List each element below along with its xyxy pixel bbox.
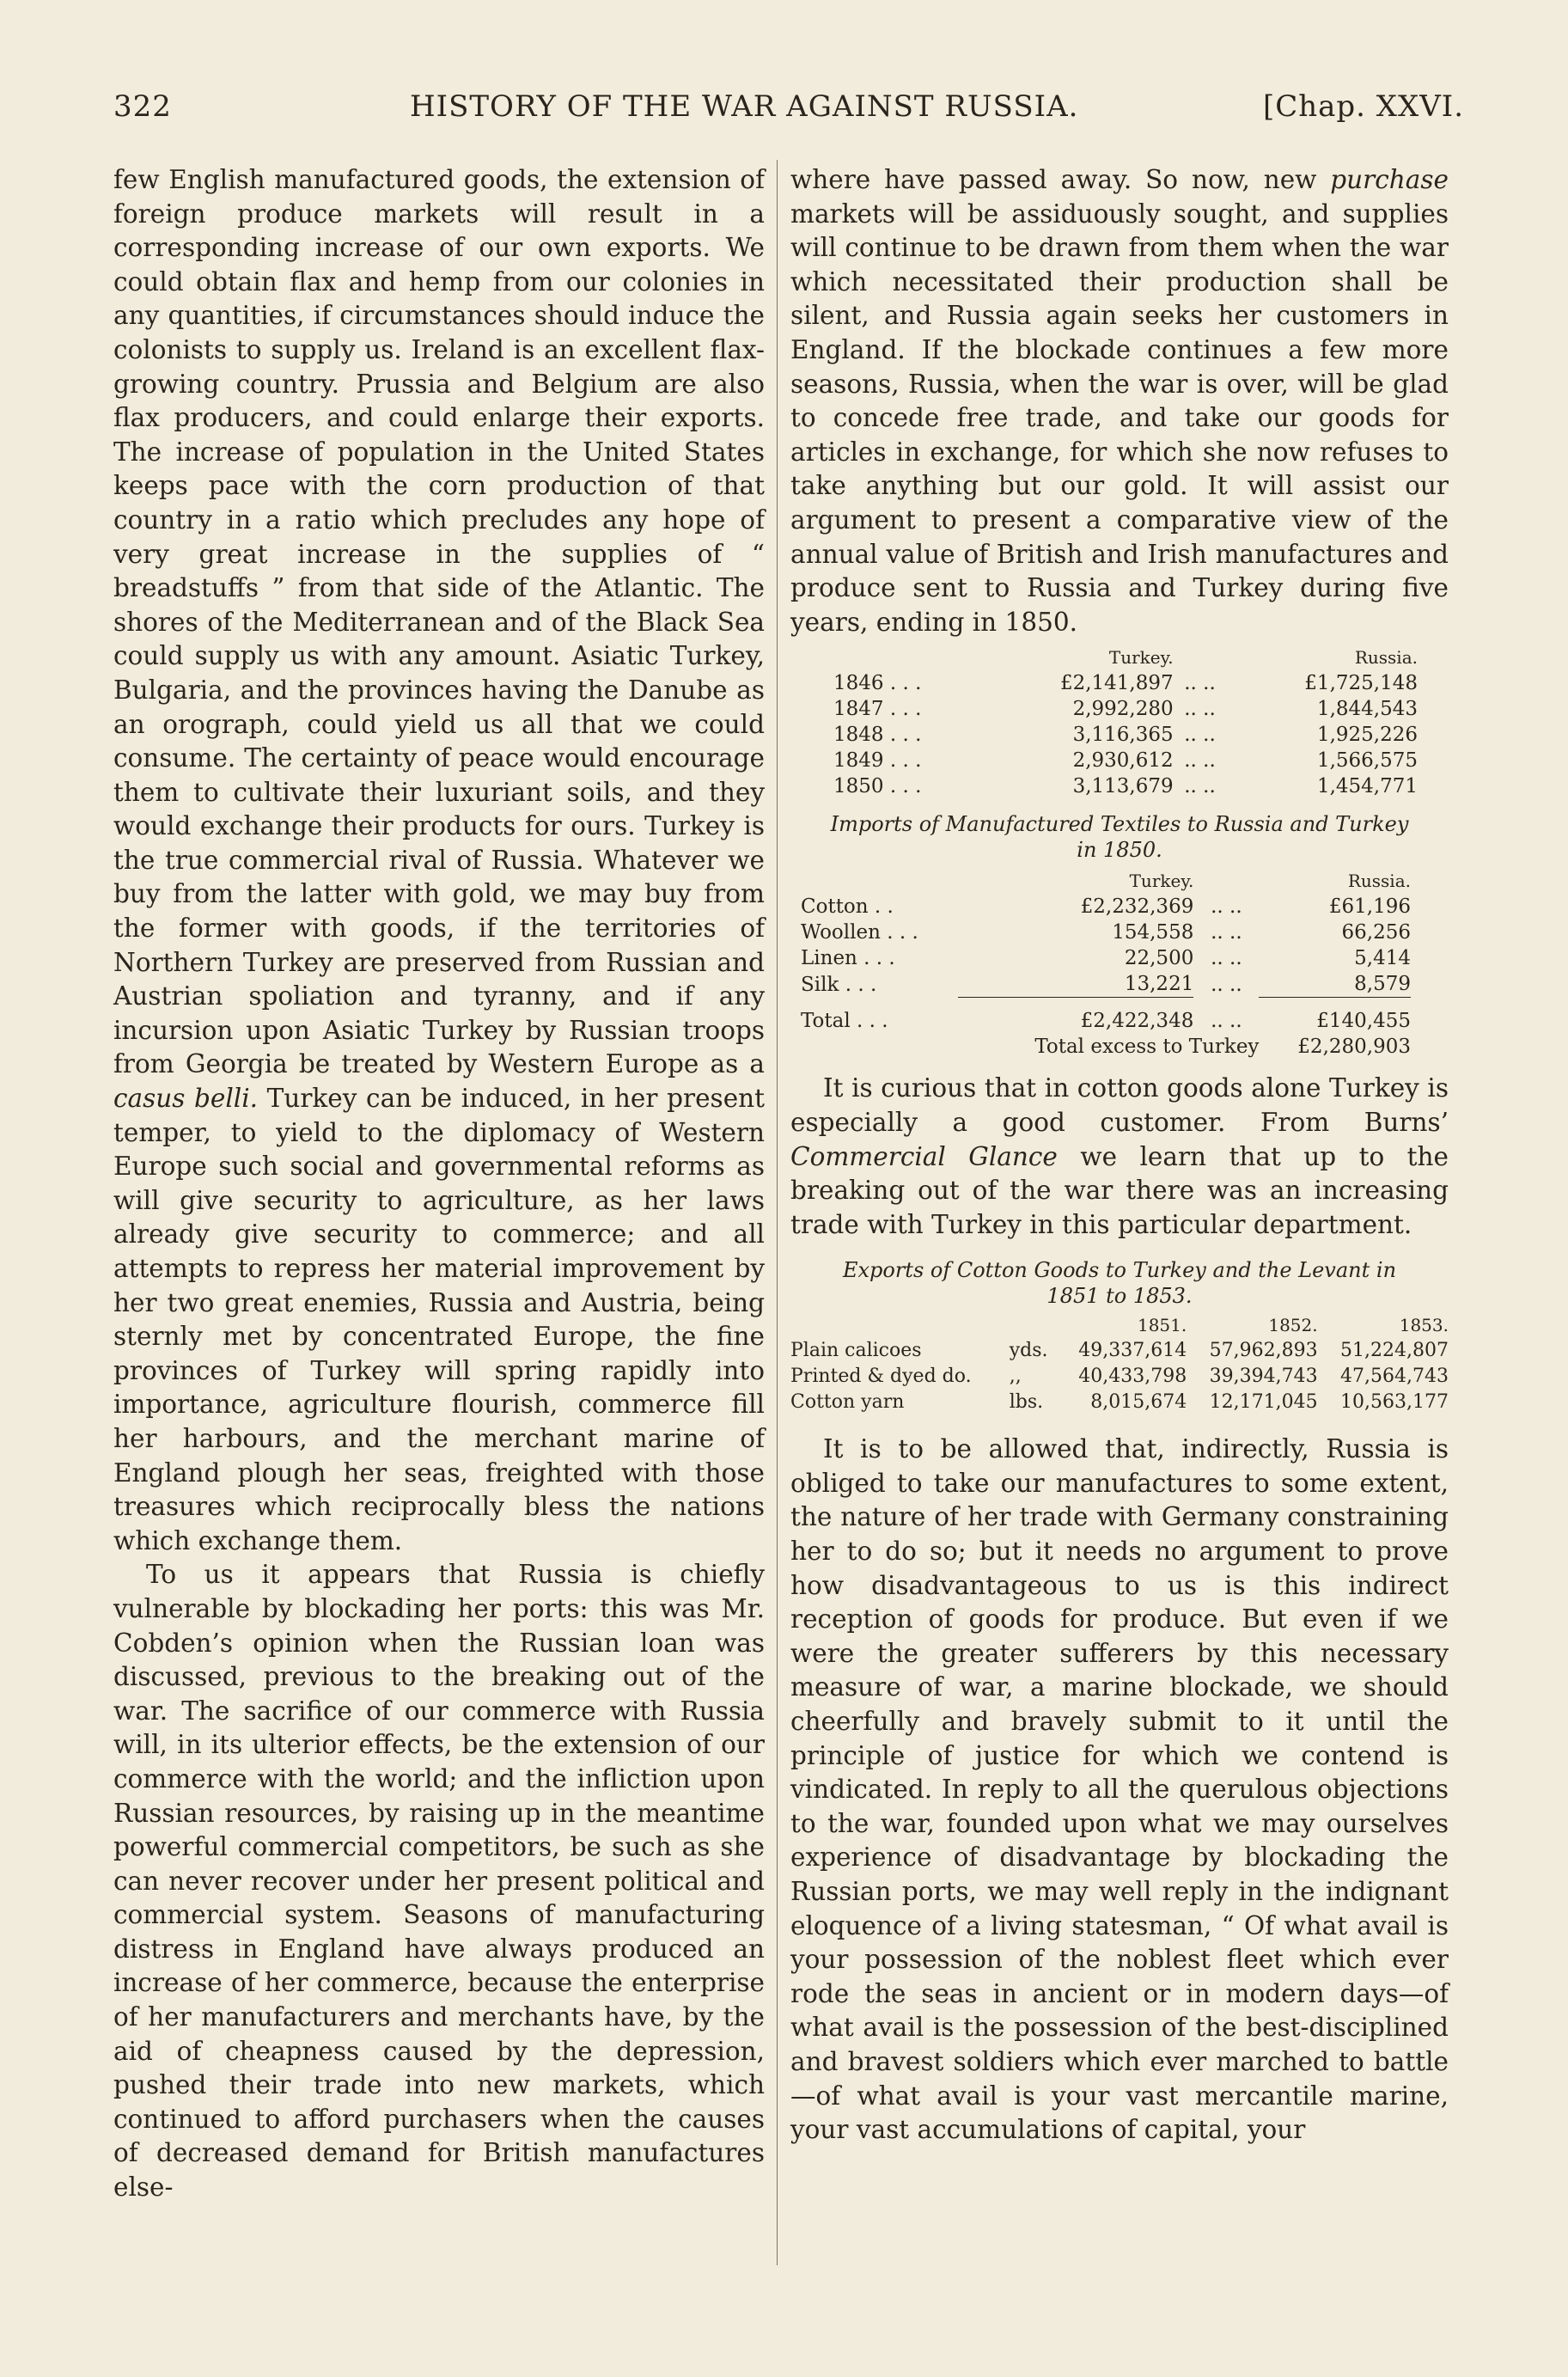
russia-value: £1,725,148	[1304, 672, 1418, 695]
item-cell: Silk . . .	[801, 973, 877, 996]
russia-value: 1,566,575	[1316, 749, 1418, 773]
turkey-value: 3,113,679	[1072, 775, 1174, 798]
value-1853: 51,224,807	[1340, 1340, 1449, 1362]
column-divider	[777, 160, 778, 2265]
item-cell: Cotton yarn	[790, 1391, 905, 1414]
turkey-value: 154,558	[1112, 921, 1194, 944]
russia-value: 1,454,771	[1316, 775, 1418, 798]
unit-cell: yds.	[1009, 1340, 1048, 1362]
item-cell: Linen . . .	[801, 947, 895, 970]
textiles-table-caption: Imports of Manufactured Textiles to Russia and Turkey in 1850.	[830, 812, 1409, 863]
value-1852: 12,171,045	[1209, 1391, 1318, 1414]
unit-cell: ,,	[1009, 1366, 1022, 1388]
item-cell: Plain calicoes	[790, 1340, 922, 1362]
year-cell: 1846 . . .	[833, 672, 922, 695]
page-number: 322	[113, 89, 172, 124]
turkey-value: 13,221	[1124, 973, 1194, 996]
value-1851: 49,337,614	[1078, 1340, 1187, 1362]
value-1852: 57,962,893	[1209, 1340, 1318, 1362]
table-row: Linen . . . 22,500 .. .. 5,414	[801, 947, 1411, 970]
table-header-row: Turkey. Russia.	[1108, 647, 1418, 669]
table-row	[790, 1390, 1449, 1415]
turkey-value: £2,141,897	[1059, 672, 1174, 695]
value-1851: 40,433,798	[1078, 1366, 1187, 1388]
table-row: Silk . . . 13,221 .. .. 8,579	[801, 971, 1411, 998]
table-row: 1847 . . . 2,992,280 .. .. 1,844,543	[833, 698, 1418, 721]
table-header-row: Turkey. Russia.	[1129, 871, 1411, 892]
item-cell: Woollen . . .	[801, 921, 918, 944]
turkey-value: 2,992,280	[1072, 698, 1174, 721]
year-cell: 1850 . . .	[833, 775, 922, 798]
turkey-value: 2,930,612	[1072, 749, 1174, 773]
paragraph: where have passed away. So now, new purchase markets will be assiduously sought, and supplies will continue to be drawn from them when the war which necessitated their production shall be silent, and Russia again seeks her customers in England. If the blockade continues a few more seasons, Russia, when the war is over, will be glad to concede free trade, and take our goods for articles in exchange, for which she now refuses to take anything but our gold. It will assist our argument to present a comparative view of the annual value of British and Irish manufactures and produce sent to Russia and Turkey during five years, ending in 1850.	[790, 165, 1449, 637]
unit-cell: lbs.	[1009, 1391, 1044, 1414]
paragraph: To us it appears that Russia is chiefly vulnerable by blockading her ports: this was Mr. Cobden’s opinion when the Russian loan was discussed, previous to the breaking out of the war. The sacrifice of our commerce with Russia will, in its ulterior effects, be the extension of our commerce with the world; and the infliction upon Russian resources, by raising up in the meantime powerful commercial competitors, be such as she can never recover under her present political and commercial system. Seasons of manufacturing distress in England have always produced an increase of her commerce, because the enterprise of her manufacturers and merchants have, by the aid of cheapness caused by the depression, pushed their trade into new markets, which continued to afford purchasers when the causes of decreased demand for British manufactures else-	[113, 1560, 765, 2203]
table-row: 1846 . . . £2,141,897 .. .. £1,725,148	[833, 672, 1418, 695]
value-1851: 8,015,674	[1090, 1391, 1187, 1414]
running-header	[113, 89, 1464, 127]
year-cell: 1847 . . .	[833, 698, 922, 721]
table-row: 1850 . . . 3,113,679 .. .. 1,454,771	[833, 775, 1418, 798]
paragraph: It is to be allowed that, indirectly, Russia is obliged to take our manufactures to some extent, the nature of her trade with Germany constraining her to do so; but it needs no argument to prove how disadvantageous to us is this indirect reception of goods for produce. But even if we were the greater sufferers by this necessary measure of war, a marine blockade, we should cheerfully and bravely submit to it until the principle of justice for which we contend is vindicated. In reply to all the querulous objections to the war, founded upon what we may ourselves experience of disadvantage by blockading the Russian ports, we may well reply in the indignant eloquence of a living statesman, “ Of what avail is your possession of the noblest fleet which ever rode the seas in ancient or in modern days—of what avail is the possession of the best-disciplined and bravest soldiers which ever marched to battle—of what avail is your vast mercantile marine, your vast accumulations of capital, your	[790, 1434, 1449, 2145]
cotton-exports-table	[790, 1312, 1449, 1415]
turkey-value: 22,500	[1124, 947, 1194, 970]
textiles-table	[801, 868, 1411, 1060]
table-row: Woollen . . . 154,558 .. .. 66,256	[801, 921, 1411, 944]
left-column	[113, 163, 765, 2205]
paragraph: It is curious that in cotton goods alone Turkey is especially a good customer. From Burns’ Commercial Glance we learn that up to the breaking out of the war there was an increasing trade with Turkey in this particular department.	[790, 1073, 1449, 1239]
item-cell: Cotton . .	[801, 895, 894, 919]
table-row: 1849 . . . 2,930,612 .. .. 1,566,575	[833, 749, 1418, 773]
russia-value: 1,925,226	[1316, 724, 1418, 747]
value-1853: 47,564,743	[1340, 1366, 1449, 1388]
cotton-table-caption: Exports of Cotton Goods to Turkey and the Levant in 1851 to 1853.	[842, 1258, 1397, 1309]
total-row: Total . . . £2,422,348 .. .. £140,455	[801, 1010, 1411, 1033]
table-header-row: 1851. 1852. 1853.	[1137, 1315, 1449, 1336]
table-row	[790, 1364, 1449, 1390]
right-column	[790, 163, 1449, 2148]
table-row: Cotton . . £2,232,369 .. .. £61,196	[801, 895, 1411, 919]
russia-value: £61,196	[1328, 895, 1411, 919]
russia-value: 8,579	[1354, 973, 1411, 996]
turkey-value: 3,116,365	[1072, 724, 1174, 747]
russia-value: 5,414	[1354, 947, 1411, 970]
year-cell: 1848 . . .	[833, 724, 922, 747]
table-row	[790, 1338, 1449, 1364]
value-1852: 39,394,743	[1209, 1366, 1318, 1388]
year-cell: 1849 . . .	[833, 749, 922, 773]
chapter-label: [Chap. XXVI.	[1262, 89, 1464, 124]
value-1853: 10,563,177	[1340, 1391, 1449, 1414]
turkey-value: £2,232,369	[1080, 895, 1194, 919]
running-title: HISTORY OF THE WAR AGAINST RUSSIA.	[410, 89, 1079, 124]
paragraph: few English manufactured goods, the extension of foreign produce markets will result in a corresponding increase of our own exports. We could obtain flax and hemp from our colonies in any quantities, if circumstances should induce the colonists to supply us. Ireland is an excellent flax-growing country. Prussia and Belgium are also flax producers, and could enlarge their exports. The increase of population in the United States keeps pace with the corn production of that country in a ratio which precludes any hope of very great increase in the supplies of “ breadstuffs ” from that side of the Atlantic. The shores of the Mediterranean and of the Black Sea could supply us with any amount. Asiatic Turkey, Bulgaria, and the provinces having the Danube as an orograph, could yield us all that we could consume. The certainty of peace would encourage them to cultivate their luxuriant soils, and they would exchange their products for ours. Turkey is the true commercial rival of Russia. Whatever we buy from the latter with gold, we may buy from the former with goods, if the territories of Northern Turkey are preserved from Russian and Austrian spoliation and tyranny, and if any incursion upon Asiatic Turkey by Russian troops from Georgia be treated by Western Europe as a casus belli. Turkey can be induced, in her present temper, to yield to the diplomacy of Western Europe such social and governmental reforms as will give security to agriculture, as her laws already give security to commerce; and all attempts to repress her material improvement by her two great enemies, Russia and Austria, being sternly met by concentrated Europe, the fine provinces of Turkey will spring rapidly into importance, agriculture flourish, commerce fill her harbours, and the merchant marine of England plough her seas, freighted with those treasures which reciprocally bless the nations which exchange them.	[113, 165, 765, 1555]
item-cell: Printed & dyed do.	[790, 1366, 972, 1388]
russia-value: 1,844,543	[1316, 698, 1418, 721]
annual-exports-table	[833, 645, 1418, 799]
excess-row: Total excess to Turkey £2,280,903	[1034, 1036, 1411, 1059]
table-row: 1848 . . . 3,116,365 .. .. 1,925,226	[833, 724, 1418, 747]
russia-value: 66,256	[1341, 921, 1411, 944]
